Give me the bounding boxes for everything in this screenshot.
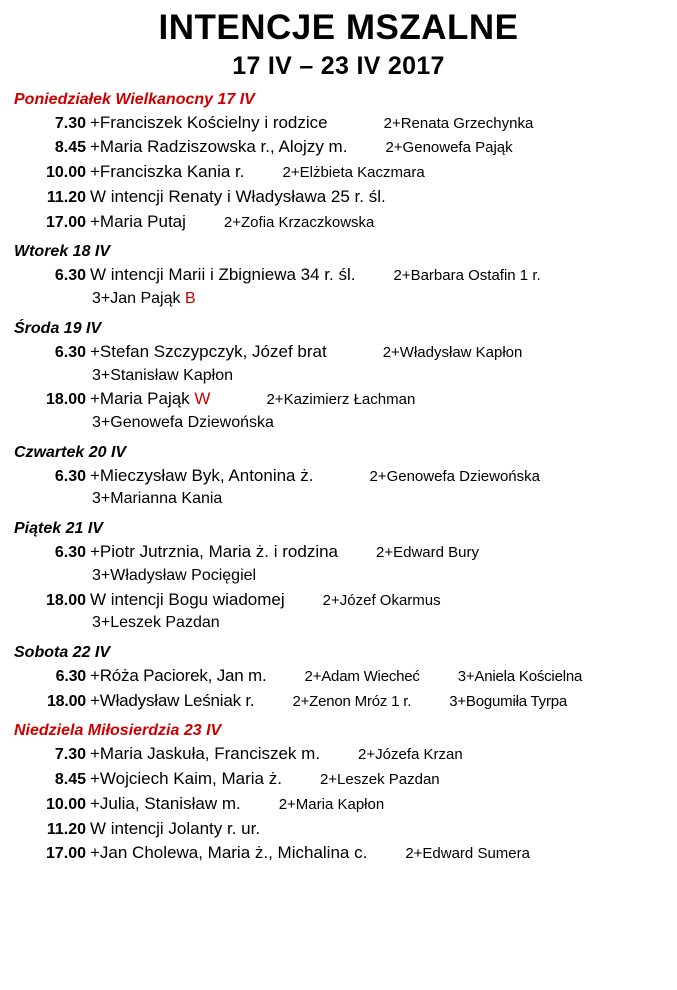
mass-row	[8, 185, 669, 210]
mass-intention: +Franciszka Kania r.	[90, 162, 245, 182]
mass-intention-second: 2+Kazimierz Łachman	[266, 391, 416, 409]
day-block	[8, 520, 669, 635]
mass-time: 10.00	[45, 164, 86, 182]
mass-intention: +Maria Pająk	[90, 389, 195, 409]
day-block	[8, 644, 669, 713]
mass-row	[8, 263, 669, 288]
mass-intention: +Franciszek Kościelny i rodzice	[90, 112, 328, 132]
day-header: Środa 19 IV	[14, 319, 102, 337]
mass-note-letter: W	[194, 389, 211, 409]
mass-time: 17.00	[45, 845, 86, 863]
mass-intention-second: 2+Leszek Pazdan	[319, 771, 440, 789]
mass-row	[8, 689, 669, 714]
mass-row	[8, 664, 669, 689]
mass-intention-third: 3+Marianna Kania	[92, 490, 223, 508]
mass-intention: +Wojciech Kaim, Maria ż.	[90, 769, 282, 789]
day-block	[8, 444, 669, 511]
mass-intention: +Róża Paciorek, Jan m.	[90, 665, 267, 685]
mass-row	[8, 540, 669, 565]
mass-intention-second: 2+Renata Grzechynka	[383, 114, 534, 132]
page-title: INTENCJE MSZALNE	[158, 8, 519, 47]
mass-intention: W intencji Renaty i Władysława 25 r. śl.	[90, 186, 386, 206]
day-block	[8, 243, 669, 310]
mass-intention-second: 2+Władysław Kapłon	[382, 343, 523, 361]
mass-intention-second: 2+Adam Wiecheć	[304, 667, 420, 685]
mass-intention: W intencji Bogu wiadomej	[90, 589, 285, 609]
mass-row	[8, 841, 669, 866]
mass-time: 10.00	[45, 795, 86, 813]
mass-intention-second: 2+Zenon Mróz 1 r.	[292, 692, 412, 710]
mass-intention: +Maria Jaskuła, Franciszek m.	[90, 744, 321, 764]
day-block	[8, 91, 669, 235]
mass-row	[8, 817, 669, 842]
mass-intention: +Jan Cholewa, Maria ż., Michalina c.	[90, 843, 368, 863]
mass-intention-third: 3+Stanisław Kapłon	[92, 366, 233, 384]
mass-intention-second: 2+Edward Sumera	[405, 845, 530, 863]
mass-intention-second: 2+Edward Bury	[376, 544, 479, 562]
mass-time: 11.20	[46, 820, 86, 838]
mass-row	[8, 767, 669, 792]
mass-time: 18.00	[46, 692, 86, 710]
mass-intention: W intencji Marii i Zbigniewa 34 r. śl.	[90, 265, 356, 285]
mass-intention-third: 3+Leszek Pazdan	[92, 614, 220, 632]
mass-intention: +Mieczysław Byk, Antonina ż.	[90, 465, 314, 485]
mass-row	[8, 588, 669, 613]
page-subtitle: 17 IV – 23 IV 2017	[232, 51, 445, 80]
mass-intention-second: 2+Józefa Krzan	[358, 746, 463, 764]
mass-time: 8.45	[54, 771, 86, 789]
mass-intention-third: 3+Władysław Pocięgiel	[92, 566, 257, 584]
day-header: Wtorek 18 IV	[14, 243, 111, 261]
day-header: Czwartek 20 IV	[14, 443, 127, 461]
mass-intention-second: 2+Zofia Krzaczkowska	[223, 213, 375, 231]
mass-intention: +Piotr Jutrznia, Maria ż. i rodzina	[90, 542, 339, 562]
mass-time: 6.30	[54, 343, 86, 361]
mass-intention-second: 2+Maria Kapłon	[278, 795, 385, 813]
mass-intention-third: 3+Bogumiła Tyrpa	[449, 692, 568, 710]
mass-intention-second: 2+Genowefa Dziewońska	[369, 467, 540, 485]
day-block	[8, 722, 669, 866]
mass-continuation-row	[8, 365, 669, 388]
mass-continuation-row	[8, 612, 669, 635]
mass-continuation-row	[8, 412, 669, 435]
mass-intention-second: 2+Józef Okarmus	[322, 591, 441, 609]
mass-intention-second: 2+Genowefa Pająk	[385, 139, 513, 157]
mass-time: 6.30	[54, 267, 86, 285]
day-header: Piątek 21 IV	[14, 520, 103, 538]
mass-row	[8, 160, 669, 185]
mass-row	[8, 792, 669, 817]
mass-time: 6.30	[54, 467, 86, 485]
mass-row	[8, 340, 669, 365]
day-header: Niedziela Miłosierdzia 23 IV	[14, 722, 222, 740]
mass-row	[8, 464, 669, 489]
mass-continuation-row	[8, 488, 669, 511]
mass-continuation-row	[8, 288, 669, 311]
mass-time: 7.30	[54, 114, 86, 132]
day-block	[8, 320, 669, 435]
mass-row	[8, 111, 669, 136]
mass-intention: +Maria Radziszowska r., Alojzy m.	[90, 137, 348, 157]
mass-intention: +Julia, Stanisław m.	[90, 793, 241, 813]
day-header: Poniedziałek Wielkanocny 17 IV	[14, 90, 255, 108]
mass-row	[8, 387, 669, 412]
mass-intention: W intencji Jolanty r. ur.	[90, 818, 261, 838]
mass-intention-third: 3+Jan Pająk	[92, 290, 185, 308]
mass-time: 6.30	[55, 667, 86, 685]
mass-time: 7.30	[54, 746, 86, 764]
mass-row	[8, 135, 669, 160]
mass-row	[8, 742, 669, 767]
day-header: Sobota 22 IV	[14, 643, 111, 661]
mass-note-letter: B	[184, 290, 196, 308]
mass-intention-second: 2+Elżbieta Kaczmara	[282, 164, 425, 182]
mass-time: 6.30	[54, 544, 86, 562]
mass-time: 18.00	[45, 391, 86, 409]
mass-intention-third: 3+Aniela Kościelna	[457, 667, 583, 685]
mass-continuation-row	[8, 565, 669, 588]
mass-row	[8, 210, 669, 235]
mass-intention-second: 2+Barbara Ostafin 1 r.	[393, 267, 541, 285]
mass-intention: +Władysław Leśniak r.	[90, 690, 255, 710]
mass-time: 17.00	[45, 213, 86, 231]
mass-time: 8.45	[54, 139, 86, 157]
mass-intention: +Stefan Szczypczyk, Józef brat	[90, 341, 327, 361]
mass-time: 18.00	[45, 591, 86, 609]
mass-intention: +Maria Putaj	[90, 211, 186, 231]
mass-time: 11.20	[46, 188, 86, 206]
mass-intention-third: 3+Genowefa Dziewońska	[92, 413, 274, 431]
